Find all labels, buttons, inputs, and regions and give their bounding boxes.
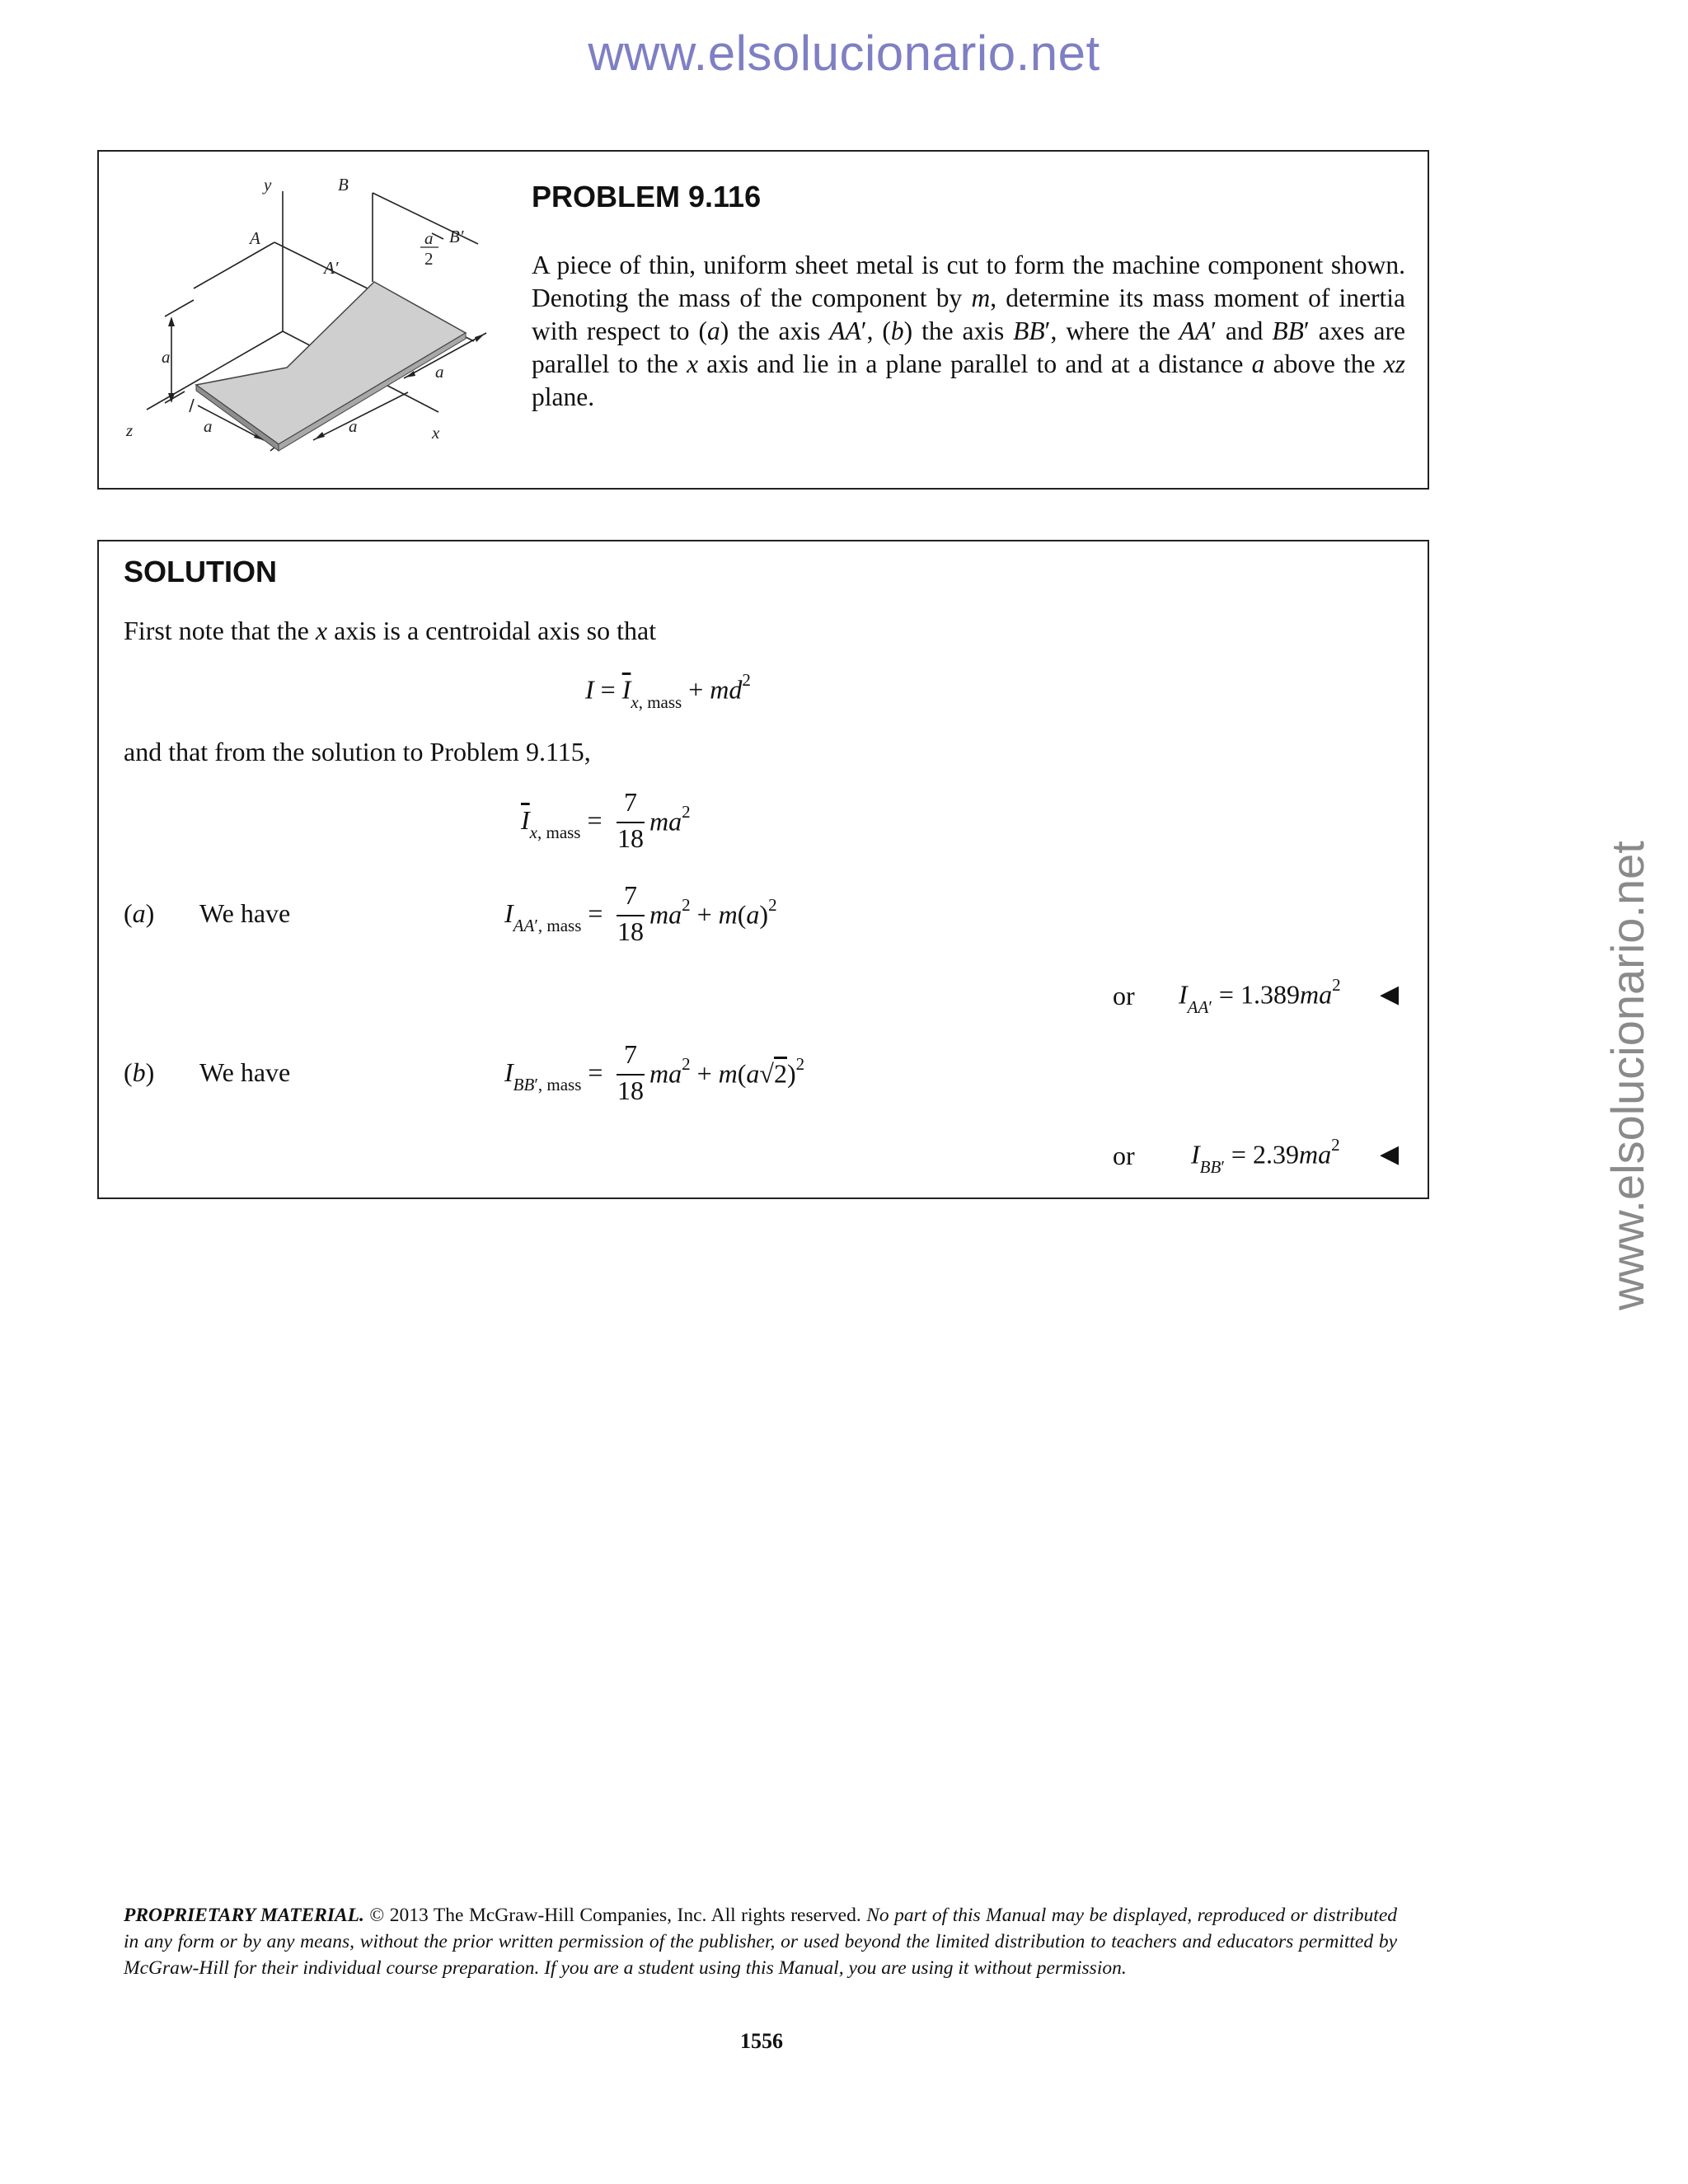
equation-parallel-axis: $I = \overline{I}_{x, mass} + md^2$	[585, 670, 751, 713]
fraction-7-18	[617, 787, 645, 856]
label-z: z	[126, 420, 134, 440]
answer-b: $I_{BB'} = 2.39ma^2$	[1191, 1135, 1340, 1178]
solution-title: SOLUTION	[124, 555, 277, 588]
answer-marker-b: ◀	[1380, 1140, 1400, 1169]
fraction-numerator: 7	[624, 787, 637, 817]
fraction-denominator: 18	[617, 916, 644, 946]
equation-a-rhs: $ma^2 + m(a)^2$	[649, 895, 777, 930]
fraction-numerator: 7	[624, 880, 637, 910]
label-b-prime: B′	[449, 227, 464, 246]
label-x: x	[432, 423, 440, 443]
or-label-a: or	[1113, 981, 1135, 1010]
problem-title: PROBLEM 9.116	[532, 180, 762, 213]
label-half-den: 2	[424, 249, 434, 269]
label-a-vertical: a	[162, 347, 171, 367]
solution-intro: First note that the x axis is a centroidal axis so that	[124, 616, 657, 645]
label-a-prime: A′	[324, 258, 339, 278]
part-b-text: We have	[199, 1057, 291, 1087]
answer-marker-a: ◀	[1380, 980, 1400, 1009]
label-a-bottom-2: a	[349, 416, 358, 436]
fraction-7-18-b	[617, 1039, 645, 1108]
fraction-numerator: 7	[624, 1039, 637, 1069]
fraction-7-18-a	[617, 880, 645, 949]
equation-b-lhs: $I_{BB', mass}$ =	[504, 1057, 603, 1095]
equation-a-lhs: $I_{AA', mass}$ =	[504, 898, 603, 936]
part-b-label: (b)	[124, 1057, 155, 1087]
equation-b-rhs: $ma^2 + m(a√2)^2$	[649, 1054, 805, 1089]
problem-box	[97, 150, 1429, 490]
problem-figure	[99, 152, 511, 481]
copyright-footer: PROPRIETARY MATERIAL. © 2013 The McGraw-Hill Companies, Inc. All rights reserved. No part of this Manual may be displayed, reproduced or distributed in any form or by any means, without the prior written permission of the publisher, or used beyond the limited distribution to teachers and educators permitted by McGraw-Hill for their individual course preparation. If you are a student using this Manual, you are using it without permission.	[124, 1905, 1398, 1979]
equation-ix-rhs: $ma^2$	[649, 802, 691, 837]
watermark-side: www.elsolucionario.net	[1601, 841, 1653, 1310]
part-a-label: (a)	[124, 898, 155, 928]
label-a-bottom-1: a	[204, 416, 213, 436]
fraction-denominator: 18	[617, 1076, 644, 1105]
problem-statement: A piece of thin, uniform sheet metal is cut to form the machine component shown. Denoting the mass of the component by m, determine its mass moment of inertia with respect to (a) the axis AA′, (b) the axis BB′, where the AA′ and BB′ axes are parallel to the x axis and lie in a plane parallel to and at a distance a above the xz plane.	[532, 251, 1406, 411]
label-b: B	[338, 175, 349, 194]
label-y: y	[264, 175, 272, 194]
solution-box	[97, 540, 1429, 1199]
label-a-right: a	[435, 362, 444, 382]
label-a-point: A	[250, 228, 260, 248]
watermark-top: www.elsolucionario.net	[588, 26, 1100, 81]
label-half-num: a	[424, 228, 434, 248]
part-a-text: We have	[199, 898, 291, 928]
answer-a: $I_{AA'} = 1.389ma^2$	[1179, 975, 1341, 1018]
page-number: 1556	[740, 2029, 783, 2053]
or-label-b: or	[1113, 1141, 1135, 1170]
fraction-denominator: 18	[617, 823, 644, 853]
equation-ix-lhs: $\overline{I}_{x, mass}$ =	[521, 805, 603, 843]
solution-line-2: and that from the solution to Problem 9.115,	[124, 737, 591, 766]
